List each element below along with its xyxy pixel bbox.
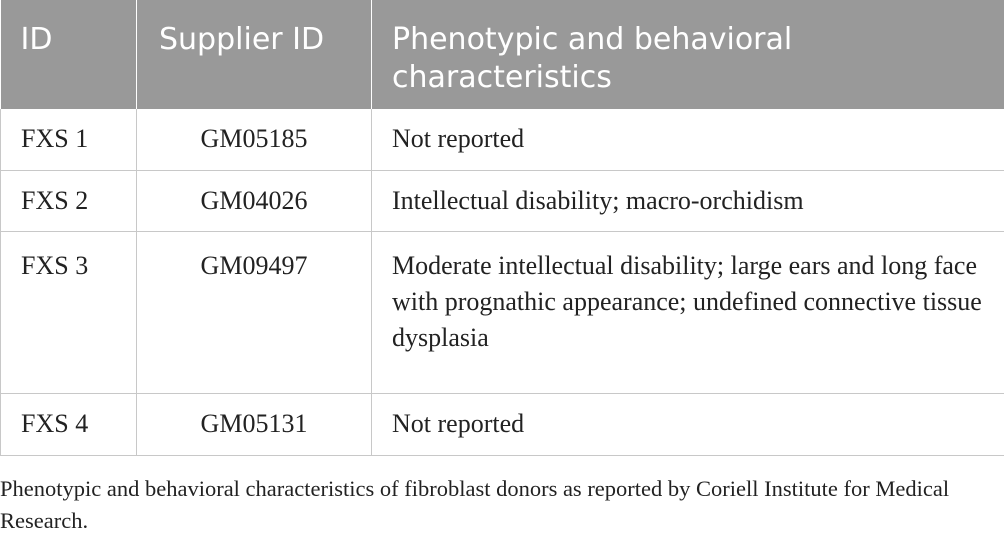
header-characteristics: Phenotypic and behavioral characteristics [372, 0, 1004, 109]
cell-id: FXS 3 [1, 231, 137, 393]
table-header [1, 0, 1004, 109]
cell-supplier-id: GM05131 [137, 393, 372, 455]
header-id: ID [1, 0, 137, 109]
table-row [1, 231, 1004, 393]
cell-id: FXS 4 [1, 393, 137, 455]
table-caption: Phenotypic and behavioral characteristics of fibroblast donors as reported by Coriell Institute for Medical Research. [0, 476, 950, 533]
header-row [1, 0, 1004, 109]
table-body [1, 109, 1004, 455]
cell-characteristics: Not reported [372, 109, 1004, 170]
cell-characteristics: Not reported [372, 393, 1004, 455]
header-supplier-id: Supplier ID [137, 0, 372, 109]
cell-supplier-id: GM04026 [137, 170, 372, 231]
table-row [1, 393, 1004, 455]
cell-characteristics: Moderate intellectual disability; large ears and long face with prognathic appearance; undefined connective tissue dysplasia [372, 231, 1004, 393]
cell-id: FXS 1 [1, 109, 137, 170]
table-row [1, 170, 1004, 231]
cell-supplier-id: GM09497 [137, 231, 372, 393]
cell-id: FXS 2 [1, 170, 137, 231]
cell-characteristics: Intellectual disability; macro-orchidism [372, 170, 1004, 231]
table-row [1, 109, 1004, 170]
cell-supplier-id: GM05185 [137, 109, 372, 170]
